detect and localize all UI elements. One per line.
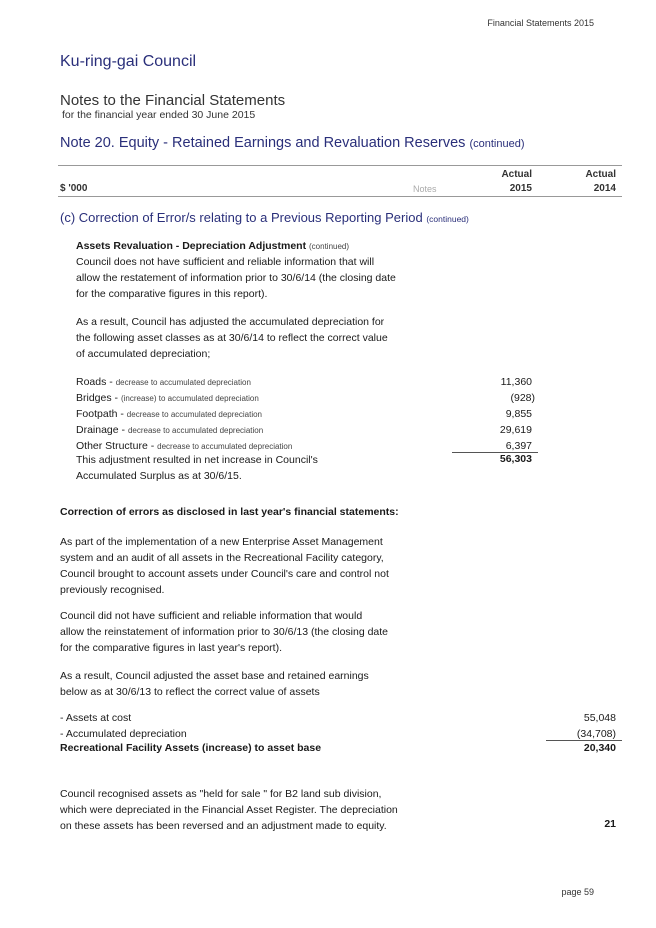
prior-year-total-value: 20,340 [583,742,616,754]
page-number: page 59 [561,887,594,897]
text-line: for the comparative figures in this report). [76,288,268,300]
item-value: 29,619 [499,424,532,436]
item-separator: - [117,408,127,420]
item-value: (928) [510,392,535,404]
item-label: Footpath [76,408,118,420]
list-item [76,392,259,404]
header-rule-top [58,165,622,166]
text-line: for the comparative figures in last year's report). [60,642,283,654]
item-value: 9,855 [505,408,532,420]
text-line: the following asset classes as at 30/6/14 to reflect the correct value [76,332,388,344]
item-label: Bridges [76,392,112,404]
item-label: Roads [76,376,107,388]
prior-year-para-4-value: 21 [604,818,616,830]
item-value: 11,360 [500,376,532,388]
text-line: on these assets has been reversed and an adjustment made to equity. [60,820,387,832]
item-description: decrease to accumulated depreciation [115,378,251,387]
section-c-para-2 [76,314,388,362]
subheading-continued: (continued) [309,242,350,251]
section-c-para-1 [76,254,396,302]
subtotal-rule [546,740,622,741]
year-2014: 2014 [593,183,616,194]
text-line: Council does not have sufficient and reliable information that will [76,256,375,268]
item-separator: - [147,440,158,452]
text-line: Accumulated Surplus as at 30/6/15. [76,470,242,482]
section-c-total-text [76,452,318,484]
item-separator: - [106,376,116,388]
section-c-title-text: (c) Correction of Error/s relating to a Previous Reporting Period [60,210,423,225]
list-item [76,424,263,436]
header-rule-bottom [58,196,622,197]
item-separator: - [118,424,128,436]
item-value: 6,397 [505,440,532,452]
section-c-title [60,210,469,225]
notes-subtitle: for the financial year ended 30 June 2015 [62,109,256,121]
text-line: Council recognised assets as "held for sale " for B2 land sub division, [60,788,382,800]
year-2015: 2015 [509,183,532,194]
text-line: previously recognised. [60,584,165,596]
item-description: decrease to accumulated depreciation [126,410,262,419]
notes-title: Notes to the Financial Statements [60,92,286,109]
list-item [76,440,292,452]
note-title [60,135,525,151]
item-label: Other Structure [76,440,148,452]
item-description: (increase) to accumulated depreciation [120,394,259,403]
text-line: Council brought to account assets under Council's care and control not [60,568,389,580]
section-c-continued: (continued) [426,214,469,224]
item-description: decrease to accumulated depreciation [127,426,264,435]
notes-column-label: Notes [413,184,437,194]
subheading-text: Assets Revaluation - Depreciation Adjustment [76,240,307,252]
subheading [76,240,349,252]
prior-year-para-2 [60,608,388,656]
prior-year-para-4 [60,786,398,834]
column-actual-2015: Actual [501,169,532,180]
list-item [76,376,251,388]
item-value: (34,708) [576,728,616,740]
item-label: Drainage [76,424,119,436]
council-name: Ku-ring-gai Council [60,53,197,70]
text-line: This adjustment resulted in net increase in Council's [76,454,318,466]
text-line: system and an audit of all assets in the Recreational Facility category, [60,552,384,564]
prior-year-heading: Correction of errors as disclosed in last year's financial statements: [60,506,399,518]
prior-year-para-1 [60,534,389,598]
list-item [76,408,262,420]
text-line: below as at 30/6/13 to reflect the correct value of assets [60,686,320,698]
document-header-label: Financial Statements 2015 [487,18,594,28]
item-description: decrease to accumulated depreciation [157,442,293,451]
list-item: - Accumulated depreciation [60,728,187,740]
text-line: allow the restatement of information prior to 30/6/14 (the closing date [76,272,396,284]
text-line: Council did not have sufficient and reliable information that would [60,610,363,622]
list-item: - Assets at cost [60,712,132,724]
column-actual-2014: Actual [585,169,616,180]
item-value: 55,048 [583,712,616,724]
prior-year-total-label: Recreational Facility Assets (increase) to asset base [60,742,322,754]
text-line: As a result, Council has adjusted the accumulated depreciation for [76,316,385,328]
text-line: allow the reinstatement of information prior to 30/6/13 (the closing date [60,626,389,638]
text-line: As part of the implementation of a new Enterprise Asset Management [60,536,383,548]
item-separator: - [111,392,121,404]
note-title-text: Note 20. Equity - Retained Earnings and Revaluation Reserves [60,135,466,151]
text-line: of accumulated depreciation; [76,348,211,360]
note-continued: (continued) [469,138,525,150]
section-c-total-value: 56,303 [499,453,532,465]
text-line: which were depreciated in the Financial Asset Register. The depreciation [60,804,398,816]
prior-year-para-3 [60,668,369,700]
unit-label: $ '000 [60,183,88,194]
text-line: As a result, Council adjusted the asset base and retained earnings [60,670,369,682]
